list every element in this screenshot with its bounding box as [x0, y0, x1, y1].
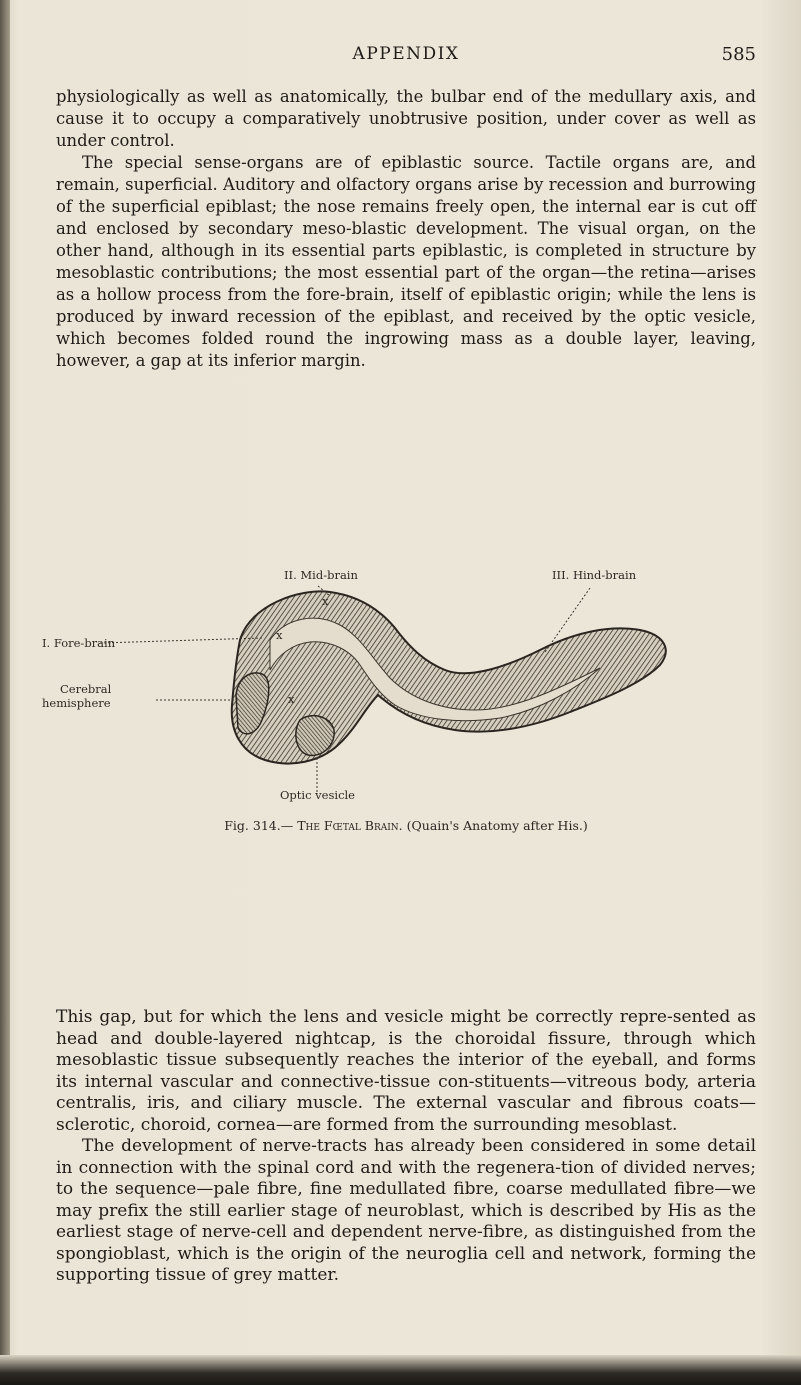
label-marker-x-top: x	[322, 594, 329, 608]
page-bottom-edge	[0, 1355, 801, 1385]
paragraph-sense-organs: The special sense-organs are of epiblastic source. Tactile organs are, and remain, superficial. Auditory and olfactory organs arise by recession and burrowing of the superficial epiblast; the nose remains freely open, the internal ear is cut off and enclosed by secondary meso-blastic development. The visual organ, on the other hand, although in its essential parts epiblastic, is completed in structure by mesoblastic contributions; the most essential part of the organ—the retina—arises as a hollow process from the fore-brain, itself of epiblastic origin; while the lens is produced by inward recession of the epiblast, and received by the optic vesicle, which becomes folded round the ingrowing mass as a double layer, leaving, however, a gap at its inferior margin.	[56, 153, 756, 370]
caption-title: The Fœtal Brain.	[297, 818, 403, 833]
label-fore-brain: I. Fore-brain	[42, 636, 116, 650]
page-header	[56, 44, 756, 68]
figure-fetal-brain	[0, 570, 801, 800]
label-optic-vesicle: Optic vesicle	[280, 788, 355, 802]
text-block-bottom	[56, 1007, 756, 1287]
fetal-brain-illustration	[0, 570, 801, 800]
page-number: 585	[721, 44, 756, 65]
caption-fig-number: Fig. 314.—	[224, 818, 294, 833]
text-block-top	[56, 86, 756, 372]
running-head: APPENDIX	[352, 44, 460, 64]
label-hemisphere: hemisphere	[42, 696, 111, 710]
figure-caption	[56, 818, 756, 833]
paragraph-choroidal-fissure: This gap, but for which the lens and vesicle might be correctly repre-sented as head and double-layered nightcap, is the choroidal fissure, through which mesoblastic tissue subsequently reaches the interior of the eyeball, and forms its internal vascular and connective-tissue con-stituents—vitreous body, arteria centralis, iris, and ciliary muscle. The external vascular and fibrous coats—sclerotic, choroid, cornea—are formed from the surrounding mesoblast.	[56, 1007, 756, 1135]
label-cerebral: Cerebral	[60, 682, 112, 696]
label-marker-x-low: x	[288, 692, 295, 706]
paragraph-continued: physiologically as well as anatomically, the bulbar end of the medullary axis, and cause it to occupy a comparatively unobtrusive position, under cover as well as under control.	[56, 87, 756, 150]
leader-fore-brain	[100, 638, 262, 643]
caption-source: (Quain's Anatomy after His.)	[406, 818, 588, 833]
label-marker-x-left: x	[276, 628, 283, 642]
paragraph-nerve-tracts: The development of nerve-tracts has already been considered in some detail in connection with the spinal cord and with the regenera-tion of divided nerves; to the sequence—pale fibre, fine medullated fibre, coarse medullated fibre—we may prefix the still earlier stage of neuroblast, which is described by His as the earliest stage of nerve-cell and dependent nerve-fibre, as distinguished from the spongioblast, which is the origin of the neuroglia cell and network, forming the supporting tissue of grey matter.	[56, 1136, 756, 1285]
label-hind-brain: III. Hind-brain	[552, 568, 637, 582]
label-mid-brain: II. Mid-brain	[284, 568, 358, 582]
